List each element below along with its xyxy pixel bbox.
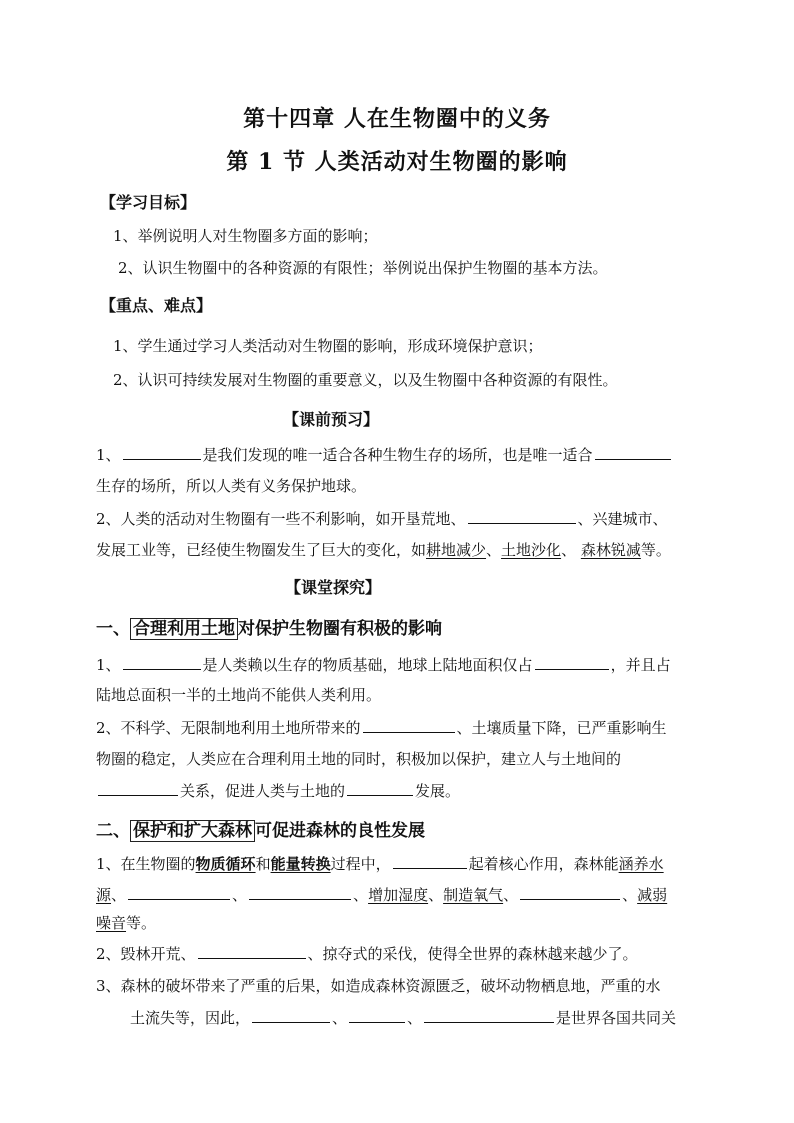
section1-q2-line3: 关系，促进人类与土地的 发展。: [96, 780, 460, 801]
underlined-term: 制造氧气: [443, 886, 504, 904]
underlined-term: 增加湿度: [368, 886, 429, 904]
boxed-keyword: 保护和扩大森林: [130, 820, 255, 842]
fill-blank[interactable]: [535, 654, 609, 670]
section1-q1-line2: 陆地总面积一半的土地尚不能供人类利用。: [96, 686, 382, 704]
boxed-keyword: 合理利用土地: [130, 618, 238, 640]
fill-blank[interactable]: [347, 780, 413, 796]
fill-blank[interactable]: [123, 654, 201, 670]
section2-q3-line1: 3、森林的破坏带来了严重的后果，如造成森林资源匮乏，破坏动物栖息地，严重的水: [96, 977, 661, 995]
section1-q2-line1: 2、不科学、无限制地利用土地所带来的 、土壤质量下降，已严重影响生: [96, 719, 667, 737]
section1-heading: 一、 合理利用土地 对保护生物圈有积极的影响: [96, 619, 442, 639]
fill-blank[interactable]: [363, 717, 455, 733]
underlined-term: 噪音: [96, 914, 127, 932]
fill-blank[interactable]: [198, 943, 306, 959]
underlined-term: 源: [96, 886, 112, 904]
preview-q1-line2: 生存的场所，所以人类有义务保护地球。: [96, 477, 367, 495]
keypoints-heading: 【重点、难点】: [100, 296, 213, 315]
fill-blank[interactable]: [98, 780, 178, 796]
section2-q1-line1: 1、在生物圈的物质循环和能量转换过程中， 起着核心作用，森林能涵养水: [96, 855, 664, 873]
section2-q1-line2: 源、 、 、增加湿度、制造氧气、 、减弱: [96, 886, 668, 904]
fill-blank[interactable]: [249, 884, 351, 900]
bold-term: 物质循环: [195, 855, 256, 873]
fill-blank[interactable]: [252, 1007, 330, 1023]
section2-heading: 二、 保护和扩大森林 可促进森林的良性发展: [96, 821, 425, 841]
preview-q1-line1: 1、 是我们发现的唯一适合各种生物生存的场所，也是唯一适合: [96, 444, 673, 465]
section2-q3-line2: 土流失等，因此， 、 、 是世界各国共同关: [130, 1009, 677, 1027]
underlined-term: 土地沙化: [501, 541, 562, 559]
underlined-term: 减弱: [637, 886, 668, 904]
explore-heading: 【课堂探究】: [285, 578, 382, 597]
keypoint-item: 1、学生通过学习人类活动对生物圈的影响，形成环境保护意识；: [113, 337, 543, 355]
underlined-term: 耕地减少: [426, 541, 487, 559]
goals-heading: 【学习目标】: [100, 193, 197, 212]
section-title: 第 1 节 人类活动对生物圈的影响: [226, 149, 568, 175]
preview-q2-line1: 2、人类的活动对生物圈有一些不利影响，如开垦荒地、 、兴建城市、: [96, 510, 668, 528]
preview-q2-line2: 发展工业等，已经使生物圈发生了巨大的变化，如耕地减少、土地沙化、 森林锐减等。: [96, 541, 671, 559]
fill-blank[interactable]: [595, 444, 671, 460]
fill-blank[interactable]: [393, 853, 467, 869]
keypoint-item: 2、认识可持续发展对生物圈的重要意义，以及生物圈中各种资源的有限性。: [113, 371, 618, 389]
bold-term: 能量转换: [270, 855, 331, 873]
fill-blank[interactable]: [123, 444, 201, 460]
section2-q2-line: 2、毁林开荒、 、掠夺式的采伐，使得全世界的森林越来越少了。: [96, 945, 638, 963]
section2-q1-line3: 噪音等。: [96, 914, 157, 932]
fill-blank[interactable]: [349, 1007, 405, 1023]
underlined-term: 涵养水: [618, 855, 664, 873]
preview-heading: 【课前预习】: [283, 410, 380, 429]
fill-blank[interactable]: [468, 508, 576, 524]
fill-blank[interactable]: [128, 884, 230, 900]
fill-blank[interactable]: [520, 884, 620, 900]
fill-blank[interactable]: [424, 1007, 554, 1023]
underlined-term: 森林锐减: [580, 541, 641, 559]
section1-q1-line1: 1、 是人类赖以生存的物质基础，地球上陆地面积仅占 ，并且占: [96, 656, 671, 674]
chapter-title: 第十四章 人在生物圈中的义务: [243, 106, 551, 132]
goal-item: 1、举例说明人对生物圈多方面的影响；: [113, 227, 378, 245]
goal-item: 2、认识生物圈中的各种资源的有限性；举例说出保护生物圈的基本方法。: [118, 259, 608, 277]
section1-q2-line2: 物圈的稳定，人类应在合理利用土地的同时，积极加以保护，建立人与土地间的: [96, 750, 622, 768]
